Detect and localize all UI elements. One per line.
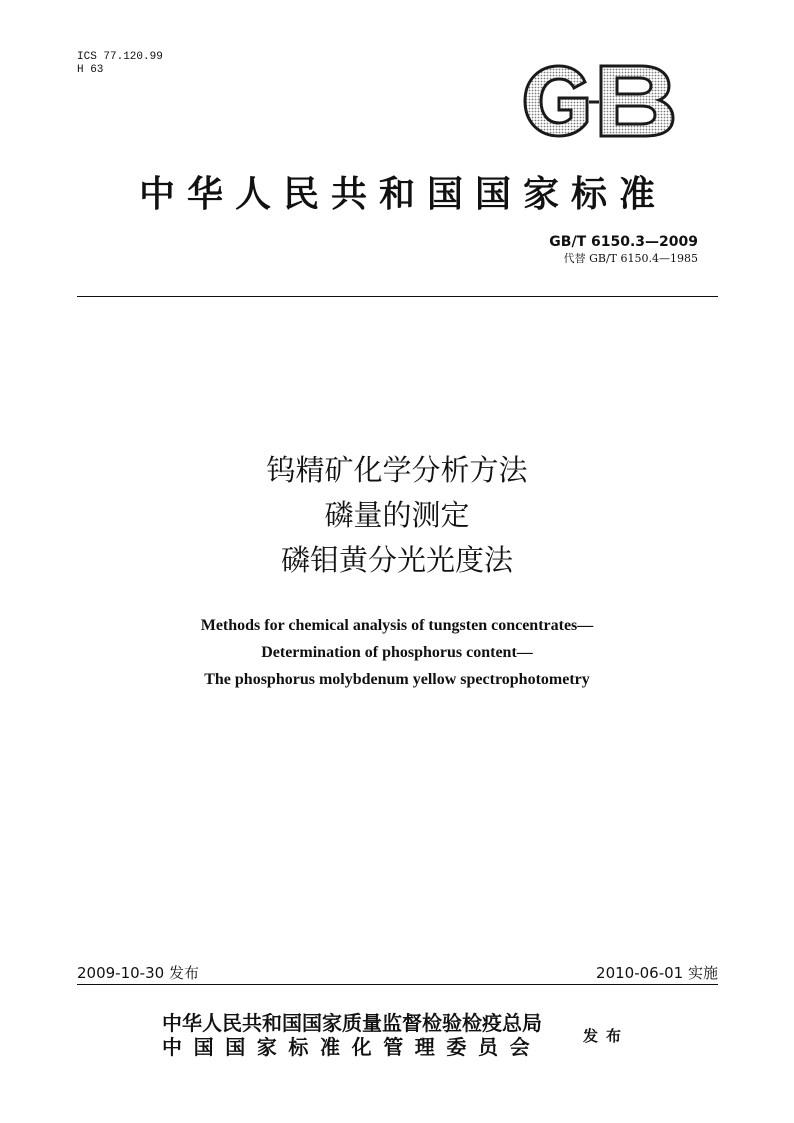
english-title-line1: Methods for chemical analysis of tungsten concentrates— [200,617,594,634]
replaces-standard: 代替 GB/T 6150.4—1985 [563,252,698,265]
chinese-title-line1: 钨精矿化学分析方法 [266,453,528,487]
english-title-line3: The phosphorus molybdenum yellow spectrophotometry [204,671,590,688]
publish-label: 发布 [583,1027,630,1045]
national-standard-title: 中华人民共和国国家标准 [138,174,667,215]
english-title-line2: Determination of phosphorus content— [261,644,533,661]
ics-code: ICS 77.120.99 [77,51,163,63]
english-title [0,612,794,693]
top-divider [77,296,718,297]
issuer-sac: 中国国家标准化管理委员会 [162,1035,542,1059]
h-code: H 63 [77,64,104,76]
gb-logo-icon [519,62,677,140]
gb-logo-svg [519,62,677,140]
bottom-divider [77,984,718,985]
chinese-title-line3: 磷钼黄分光光度法 [280,543,513,577]
classification-codes [77,51,163,77]
issue-date: 2009-10-30 发布 [77,964,199,982]
standard-code: GB/T 6150.3—2009 [549,234,698,250]
implementation-date: 2010-06-01 实施 [596,964,718,982]
chinese-title [0,448,794,583]
standard-number-block [549,234,698,266]
issuer-aqsiq: 中华人民共和国国家质量监督检验检疫总局 [162,1011,542,1035]
chinese-title-line2: 磷量的测定 [324,498,470,532]
issuing-authorities [162,1011,542,1059]
